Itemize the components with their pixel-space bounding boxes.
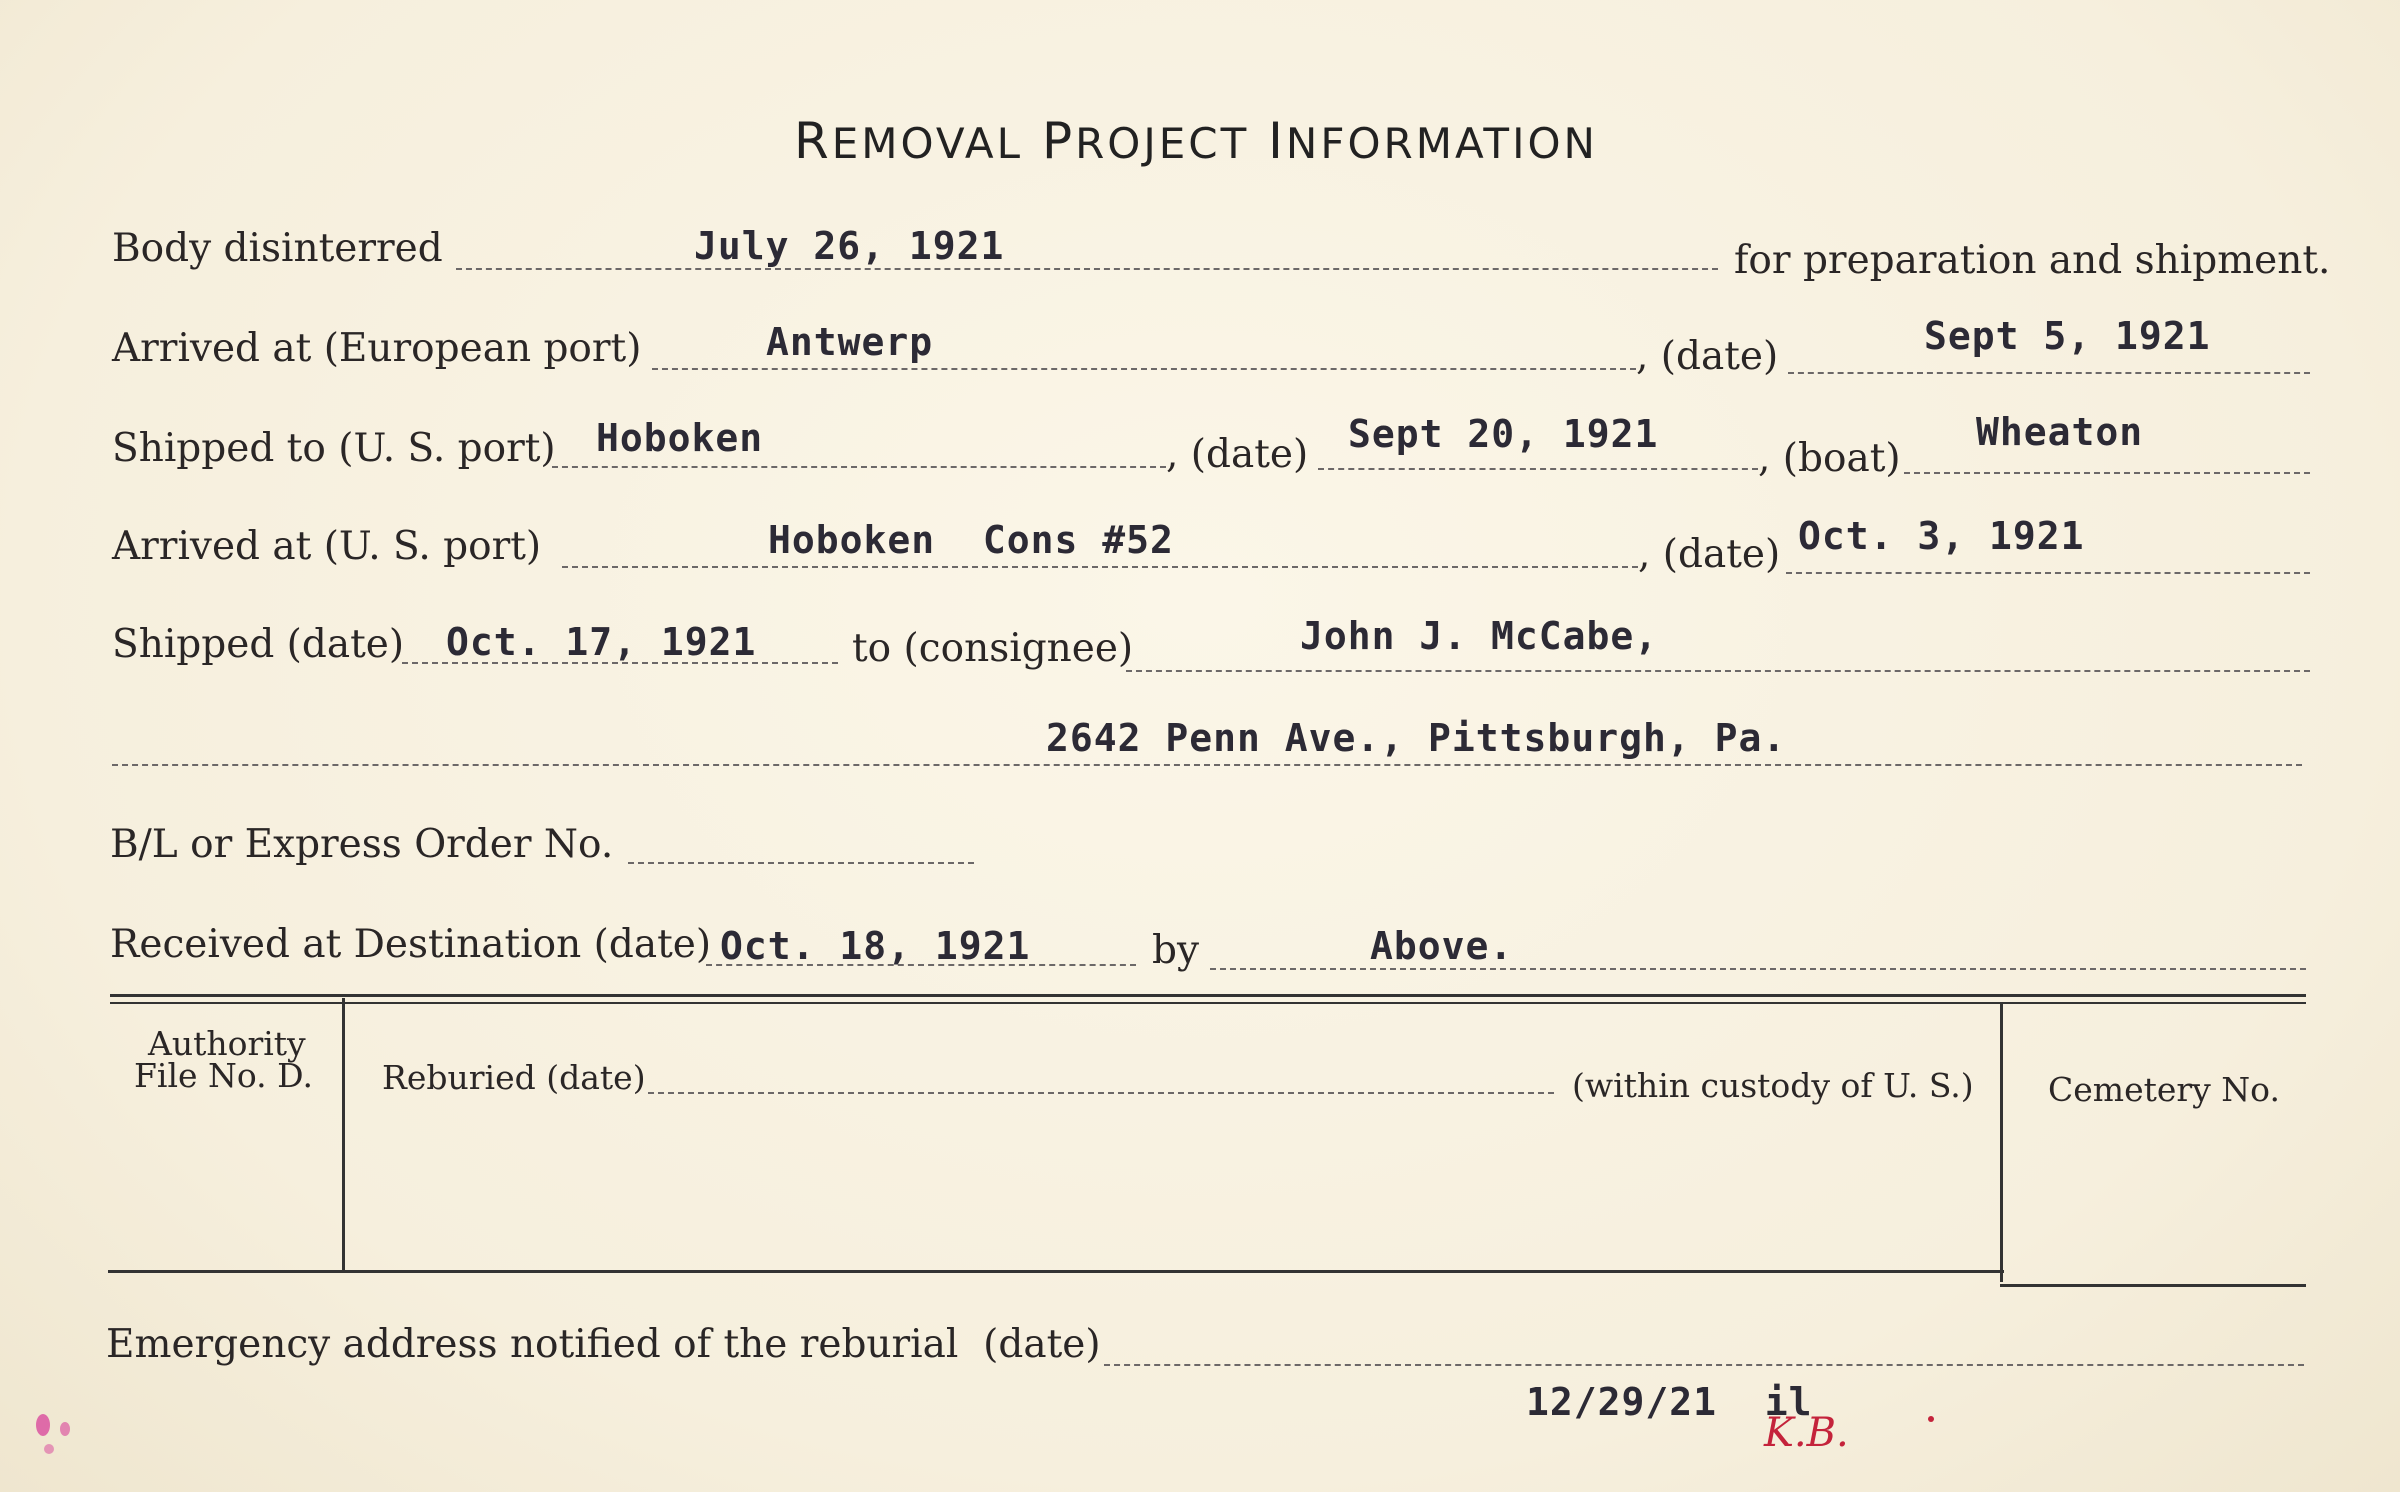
disinterred-suffix: for preparation and shipment.	[1734, 238, 2331, 283]
shipped-us-boat-value: Wheaton	[1976, 410, 2144, 454]
arrived-us-line	[562, 566, 1638, 568]
address-value: 2642 Penn Ave., Pittsburgh, Pa.	[1046, 716, 1787, 760]
table-col-divider-1	[342, 998, 345, 1270]
received-label: Received at Destination (date)	[110, 922, 712, 967]
title-cap-1: R	[794, 112, 832, 170]
shipped-us-date-value: Sept 20, 1921	[1348, 412, 1659, 456]
consignee-label: to (consignee)	[852, 626, 1134, 671]
shipped-us-date-line	[1318, 468, 1758, 470]
custody-label: (within custody of U. S.)	[1572, 1066, 1974, 1105]
pink-smudge-3	[44, 1444, 54, 1454]
received-by-value: Above.	[1370, 924, 1514, 968]
euro-port-line	[652, 368, 1636, 370]
consignee-line	[1126, 670, 2310, 672]
pink-smudge	[36, 1414, 50, 1436]
arrived-us-label: Arrived at (U. S. port)	[112, 524, 542, 569]
euro-port-date-label: , (date)	[1636, 334, 1779, 379]
table-top-rule-2	[110, 1002, 2306, 1004]
shipped-us-label: Shipped to (U. S. port)	[112, 426, 556, 471]
shipped-us-value: Hoboken	[596, 416, 764, 460]
arrived-us-value: Hoboken Cons #52	[768, 518, 1174, 562]
footer-initials: K.B.	[1764, 1410, 1849, 1456]
disinterred-value: July 26, 1921	[694, 224, 1005, 268]
shipped-us-boat-line	[1904, 472, 2310, 474]
table-bottom-rule-right	[2000, 1284, 2306, 1287]
form-title	[794, 112, 1598, 170]
disinterred-line	[456, 268, 1718, 270]
consignee-value: John J. McCabe,	[1300, 614, 1659, 658]
received-by-line	[1210, 968, 2306, 970]
table-top-rule	[110, 994, 2306, 997]
arrived-us-date-line	[1786, 572, 2310, 574]
euro-port-date-value: Sept 5, 1921	[1924, 314, 2211, 358]
title-rest-3: NFORMATION	[1285, 119, 1598, 168]
euro-port-label: Arrived at (European port)	[112, 326, 642, 371]
authority-label-1: Authority	[148, 1024, 306, 1063]
emergency-label: Emergency address notified of the reburial (date)	[106, 1322, 1101, 1367]
euro-port-value: Antwerp	[766, 320, 934, 364]
shipped-us-line	[552, 466, 1166, 468]
reburied-line	[648, 1092, 1554, 1094]
title-rest-2: ROJECT	[1075, 119, 1250, 168]
table-col-divider-2	[2000, 1004, 2003, 1282]
table-bottom-rule	[108, 1270, 2004, 1273]
footer-stamp: 12/29/21 il	[1526, 1380, 1813, 1424]
emergency-line	[1104, 1364, 2304, 1366]
euro-port-date-line	[1788, 372, 2310, 374]
shipped-date-label: Shipped (date)	[112, 622, 405, 667]
pink-smudge-2	[60, 1422, 70, 1436]
title-rest-1: EMOVAL	[831, 119, 1024, 168]
title-cap-2: P	[1041, 112, 1076, 170]
shipped-date-value: Oct. 17, 1921	[446, 620, 757, 664]
authority-label-2: File No. D.	[134, 1056, 313, 1095]
cemetery-label: Cemetery No.	[2048, 1070, 2280, 1109]
received-value: Oct. 18, 1921	[720, 924, 1031, 968]
reburied-label: Reburied (date)	[382, 1058, 646, 1097]
title-cap-3: I	[1268, 112, 1286, 170]
arrived-us-date-value: Oct. 3, 1921	[1798, 514, 2085, 558]
shipped-us-boat-label: , (boat)	[1758, 436, 1901, 481]
bl-label: B/L or Express Order No.	[110, 822, 614, 867]
bl-line	[628, 862, 974, 864]
shipped-us-date-label: , (date)	[1166, 432, 1309, 477]
arrived-us-date-label: , (date)	[1638, 532, 1781, 577]
address-line	[112, 764, 2302, 766]
received-by-label: by	[1152, 928, 1199, 973]
disinterred-label: Body disinterred	[112, 226, 443, 271]
red-dot-mark	[1928, 1416, 1934, 1422]
